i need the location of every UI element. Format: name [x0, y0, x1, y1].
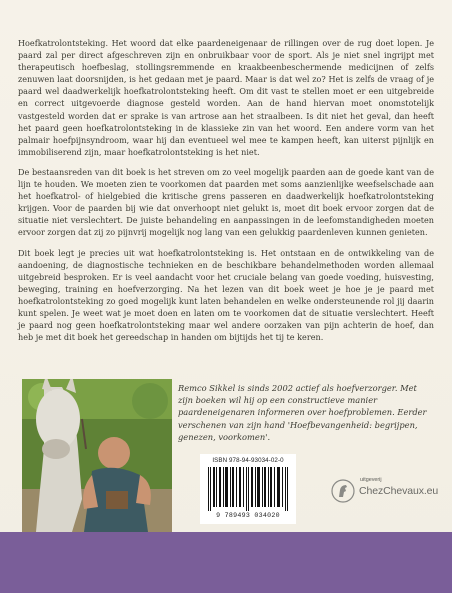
publisher-logo — [331, 473, 441, 509]
blurb-text — [18, 37, 434, 351]
blurb-paragraph-3: Dit boek legt je precies uit wat hoefkatrolontsteking is. Het ontstaan en de ontwikkeling van de aandoening, de diagnostische technieken en de beschikbare behandelmethoden worden allemaal uitgebreid besproken. Er is veel aandacht voor het cruciale belang van goede voeding, huisvesting, beweging, training en hoefverzorging. Na het lezen van dit boek weet je hoe je je paard met hoefkatrolontsteking zo goed mogelijk kunt laten behandelen en welke ondersteunende rol jij daarin kunt spelen. Je weet wat je moet doen en laten om te voorkomen dat de situatie verslechtert. Heeft je paard nog geen hoefkatrolontsteking maar wel andere oorzaken van pijn achterin de hoef, dan heb je met dit boek het gereedschap in handen om bijtijds het tij te keren. — [18, 247, 434, 343]
isbn-barcode — [200, 454, 296, 524]
publisher-name: ChezChevaux.eu — [359, 485, 439, 497]
bottom-color-band — [0, 532, 452, 593]
barcode-digits: 9 789493 034020 — [216, 512, 280, 519]
author-photo — [22, 379, 172, 532]
horse-head-icon — [331, 479, 355, 503]
barcode-icon — [206, 467, 290, 511]
author-bio: Remco Sikkel is sinds 2002 actief als hoefverzorger. Met zijn boeken wil hij op een constructieve manier paardeneigenaren informeren over hoefproblemen. Eerder verschenen van zijn hand 'Hoefbevangenheid: begrijpen, genezen, voorkomen'. — [178, 383, 427, 442]
publisher-prefix: uitgeverij — [360, 477, 382, 483]
blurb-paragraph-2: De bestaansreden van dit boek is het streven om zo veel mogelijk paarden aan de goede kant van de lijn te houden. We moeten zien te voorkomen dat paarden met soms aanzienlijke weefselschade aan het hoefkatrol- of hielgebied die kritische grens passeren en daadwerkelijk hoefkatrolontsteking krijgen. Voor de paarden bij wie dat onverhoopt niet gelukt is, moet dit boek ervoor zorgen dat de situatie niet verslechtert. De juiste behandeling en aanpassingen in de leefomstandigheden moeten ervoor zorgen dat zij zo pijnvrij mogelijk nog lang van een gelukkig paardenleven kunnen genieten. — [18, 166, 434, 238]
blurb-paragraph-1: Hoefkatrolontsteking. Het woord dat elke paardeneigenaar de rillingen over de rug doet lopen. Je paard zal per direct afgeschreven zijn en onbruikbaar voor de sport. Als je niet snel ingrijpt met therapeutisch hoefbeslag, stollingsremmende en kraakbeenbeschermende medicijnen of zelfs zenuwen laat doorsnijden, is het gedaan met je paard. Maar is dat wel zo? Het is zelfs de vraag of je paard wel daadwerkelijk hoefkatrolontsteking heeft. Om dit vast te stellen moet er een uitgebreide en correct uitgevoerde diagnose gesteld worden. Aan de hand hiervan moet onomstotelijk vastgesteld worden dat er sprake is van artrose aan het straalbeen. Is dit niet het geval, dan heeft het paard geen hoefkatrolontsteking in de klassieke zin van het woord. Een andere vorm van het palmair hoefpijnsyndroom, waar hij dan eventueel wel mee te kampen heeft, kan uiterst pijnlijk en immobiliserend zijn, maar hoefkatrolontsteking is het niet. — [18, 38, 434, 157]
isbn-label: ISBN 978-94-93034-02-0 — [212, 457, 284, 464]
